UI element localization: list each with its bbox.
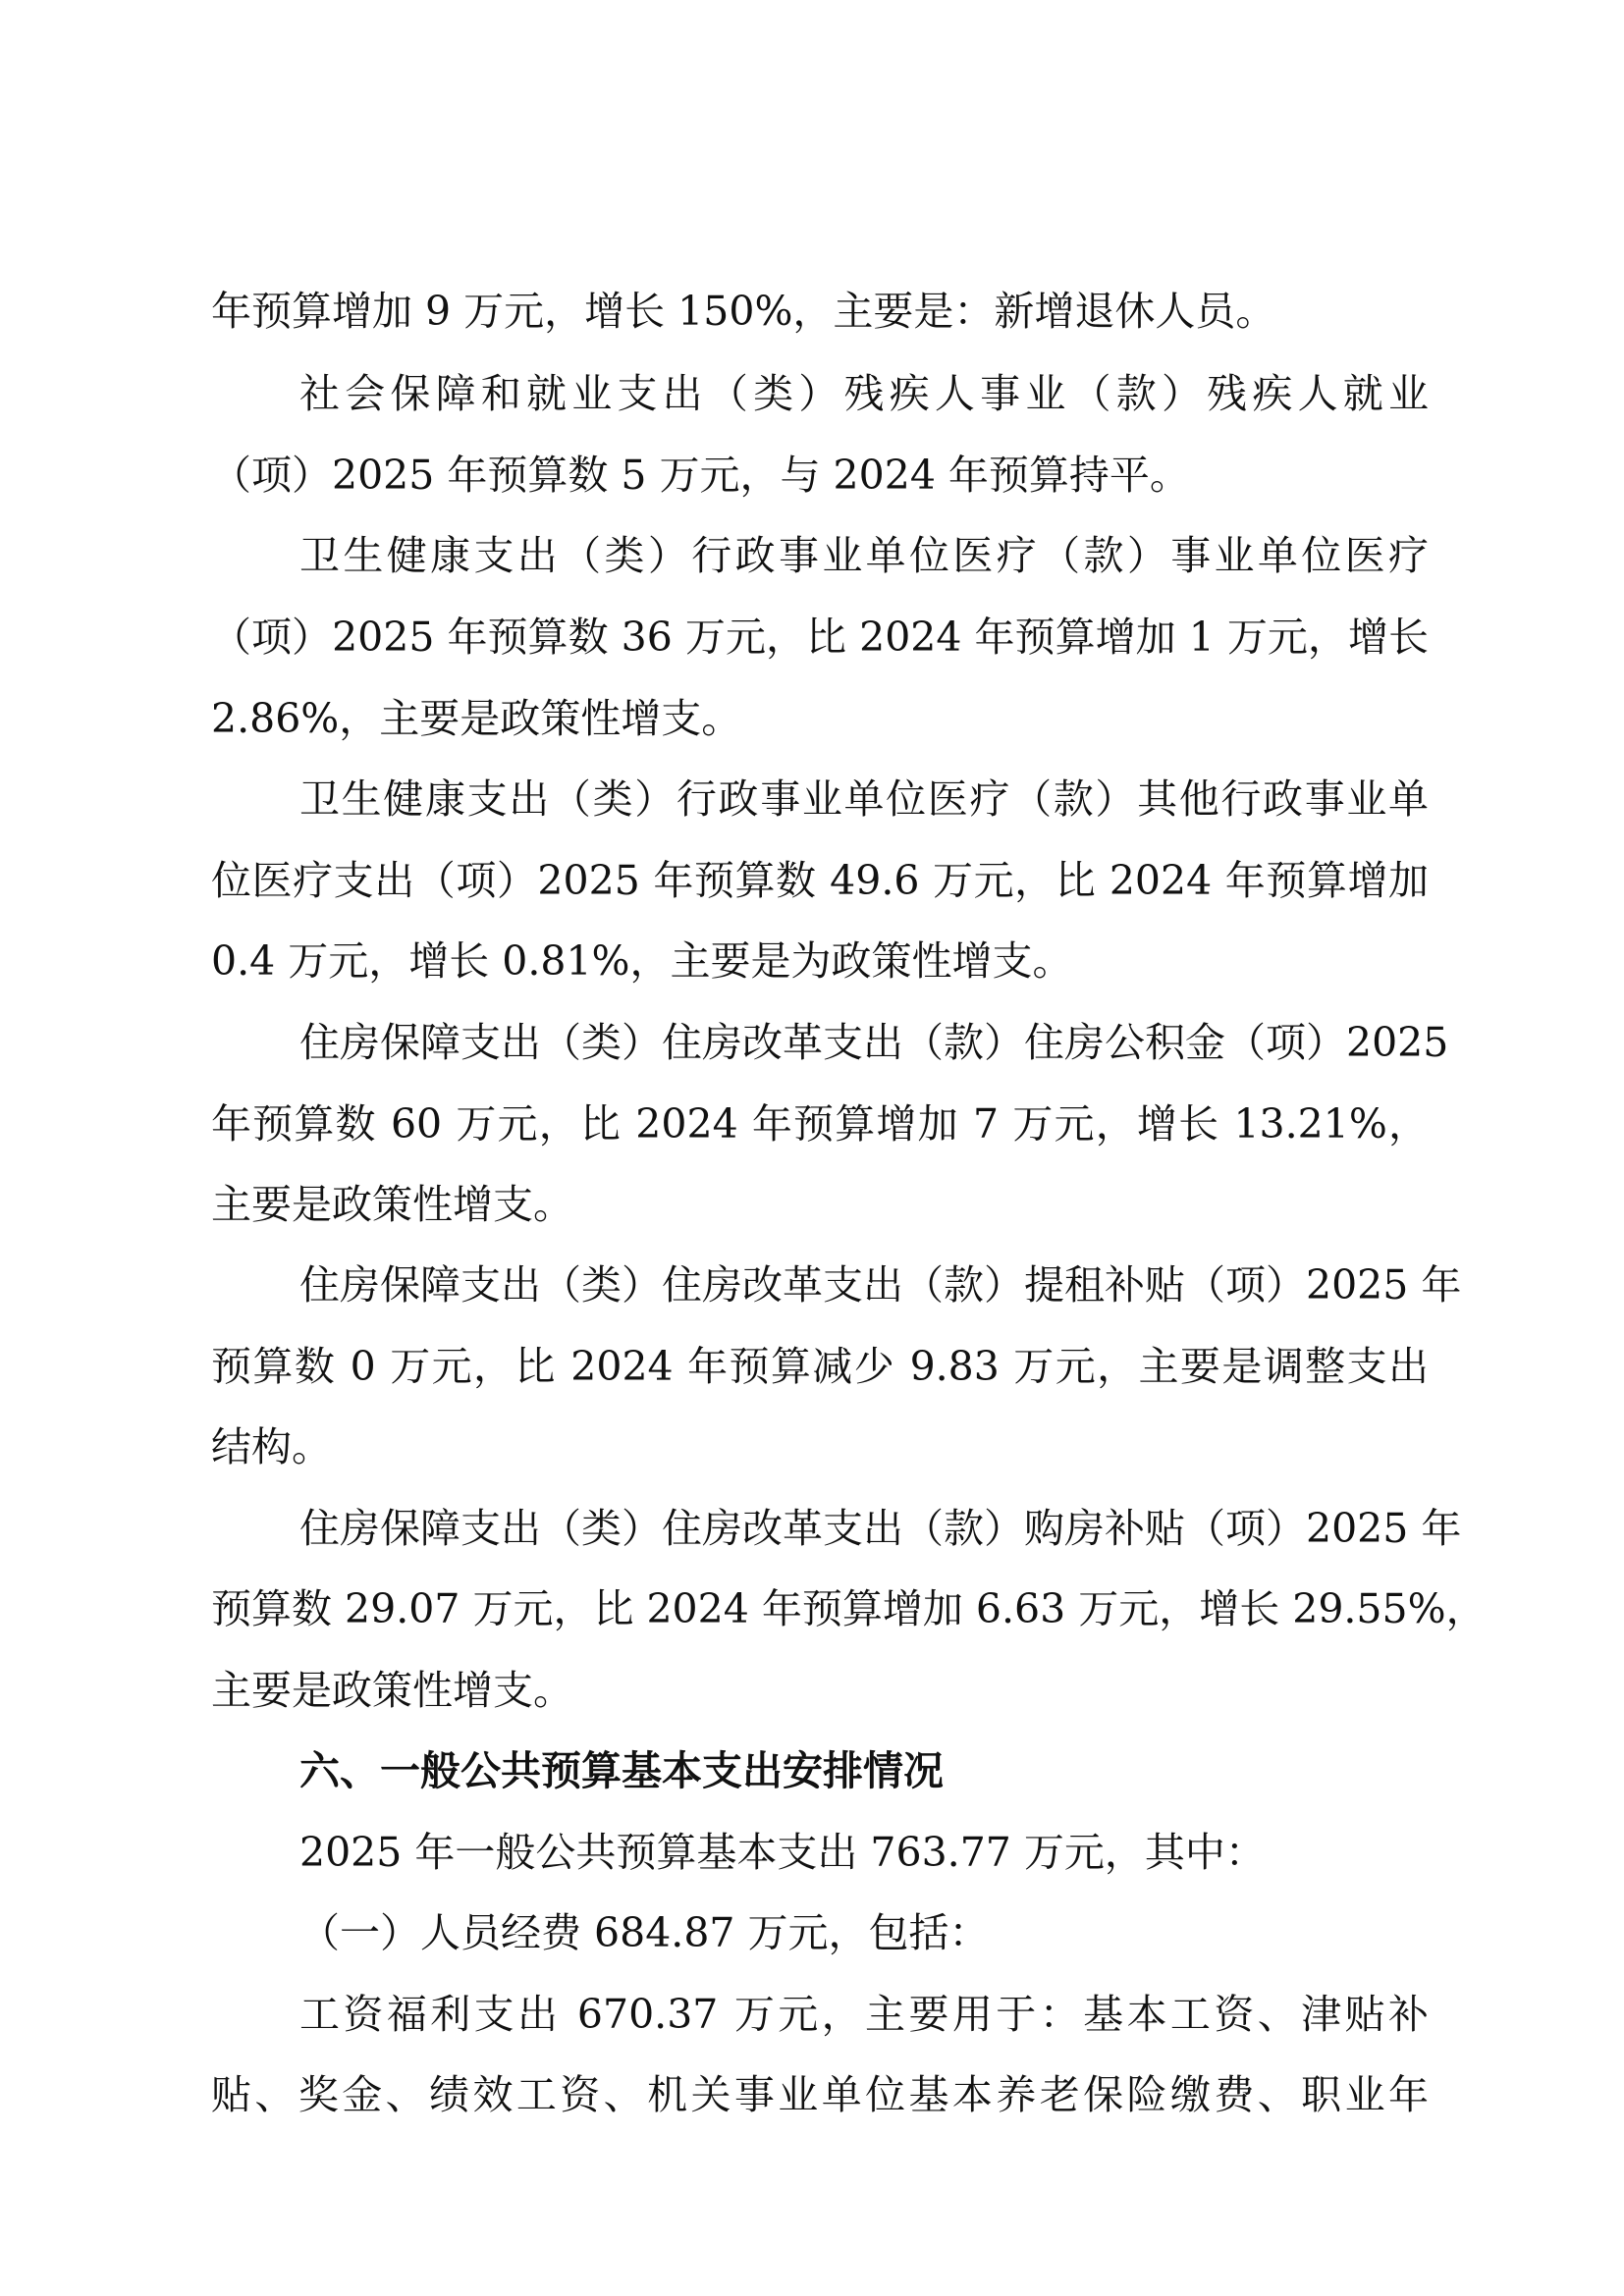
paragraph-line: 住房保障支出（类）住房改革支出（款）购房补贴（项）2025 年 <box>299 1505 1462 1552</box>
paragraph-line: 预算数 29.07 万元，比 2024 年预算增加 6.63 万元，增长 29.55%， <box>211 1585 1487 1632</box>
section-heading: 六、一般公共预算基本支出安排情况 <box>299 1747 944 1794</box>
paragraph-line: 工资福利支出 670.37 万元，主要用于：基本工资、津贴补 <box>299 1991 1429 2038</box>
paragraph-line: 卫生健康支出（类）行政事业单位医疗（款）其他行政事业单 <box>299 775 1429 823</box>
paragraph-line: 社会保障和就业支出（类）残疾人事业（款）残疾人就业 <box>299 370 1429 417</box>
paragraph-line: 主要是政策性增支。 <box>211 1181 573 1228</box>
paragraph-line: （项）2025 年预算数 36 万元，比 2024 年预算增加 1 万元，增长 <box>211 614 1429 661</box>
paragraph-line: 0.4 万元，增长 0.81%，主要是为政策性增支。 <box>211 937 1073 985</box>
paragraph-line: 年预算增加 9 万元，增长 150%，主要是：新增退休人员。 <box>211 288 1276 335</box>
paragraph-line: 主要是政策性增支。 <box>211 1667 573 1714</box>
paragraph-line: 结构。 <box>211 1423 332 1470</box>
paragraph-line: 2025 年一般公共预算基本支出 763.77 万元，其中： <box>299 1829 1266 1876</box>
paragraph-line: 预算数 0 万元，比 2024 年预算减少 9.83 万元，主要是调整支出 <box>211 1343 1429 1390</box>
paragraph-line: 2.86%，主要是政策性增支。 <box>211 695 742 742</box>
paragraph-line: 位医疗支出（项）2025 年预算数 49.6 万元，比 2024 年预算增加 <box>211 857 1429 904</box>
paragraph-line: 贴、奖金、绩效工资、机关事业单位基本养老保险缴费、职业年 <box>211 2071 1429 2118</box>
paragraph-line: （项）2025 年预算数 5 万元，与 2024 年预算持平。 <box>211 452 1190 499</box>
paragraph-line: （一）人员经费 684.87 万元，包括： <box>299 1909 990 1956</box>
paragraph-line: 住房保障支出（类）住房改革支出（款）提租补贴（项）2025 年 <box>299 1261 1462 1308</box>
paragraph-line: 住房保障支出（类）住房改革支出（款）住房公积金（项）2025 <box>299 1019 1449 1066</box>
paragraph-line: 年预算数 60 万元，比 2024 年预算增加 7 万元，增长 13.21%， <box>211 1100 1429 1148</box>
paragraph-line: 卫生健康支出（类）行政事业单位医疗（款）事业单位医疗 <box>299 532 1429 579</box>
